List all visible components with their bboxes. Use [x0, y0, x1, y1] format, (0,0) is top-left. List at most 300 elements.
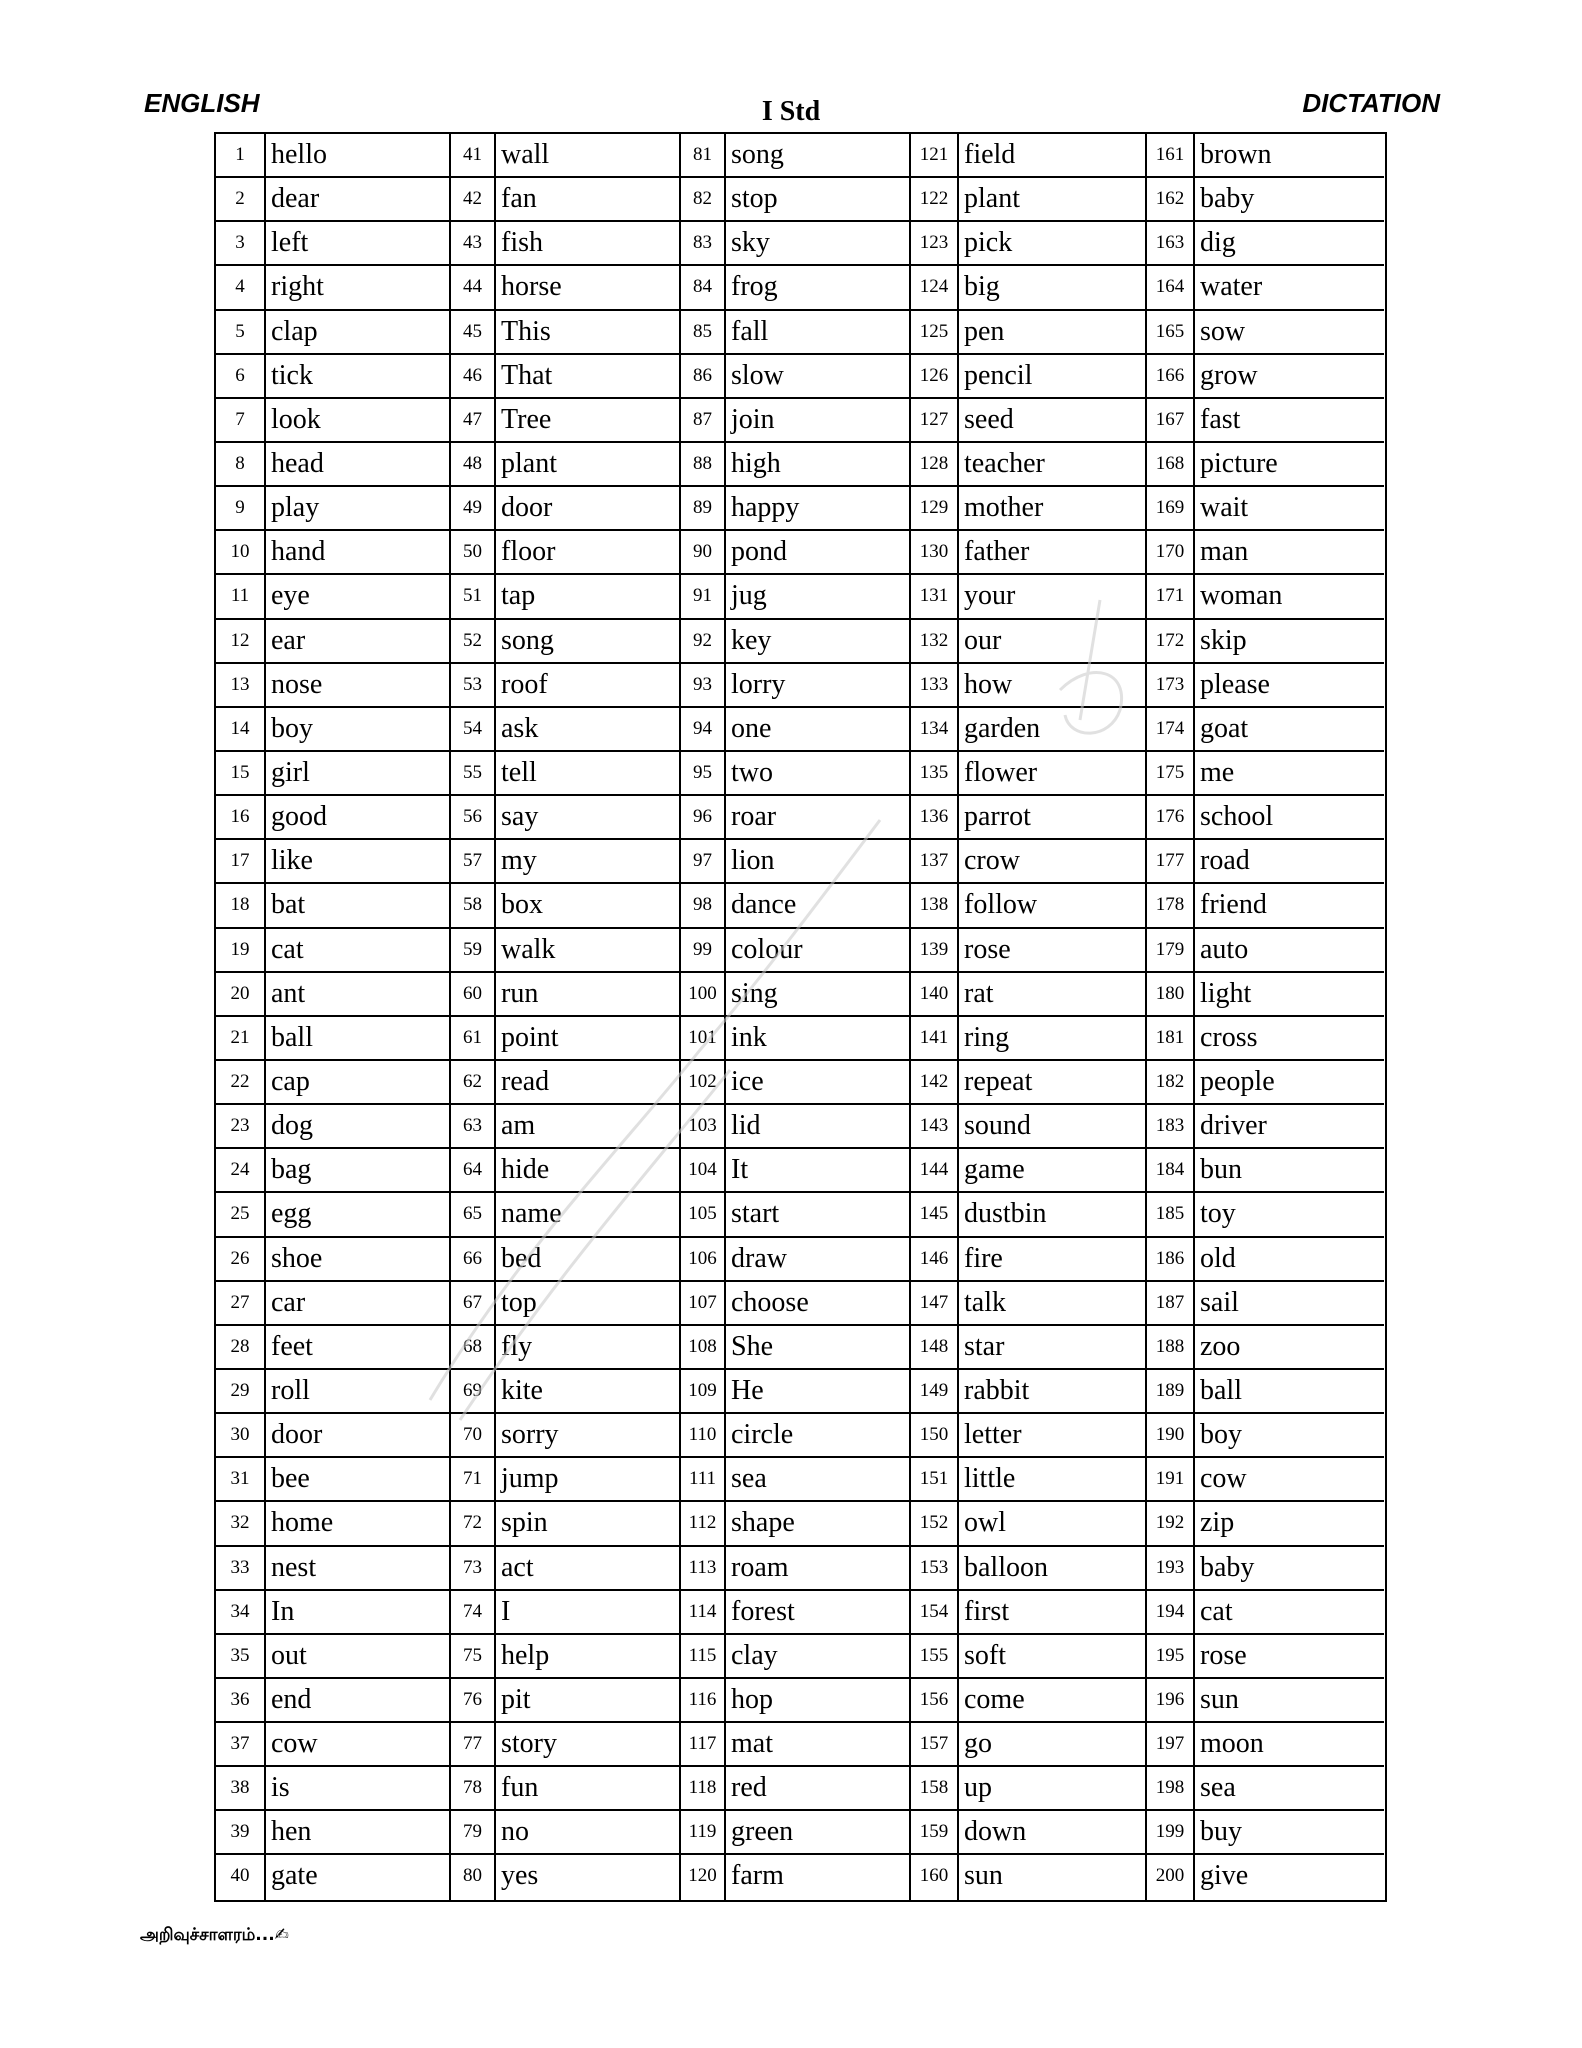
word-cell: walk: [496, 929, 681, 973]
word-cell: plant: [496, 443, 681, 487]
word-number: 134: [911, 708, 959, 752]
word-number: 108: [681, 1326, 726, 1370]
word-cell: is: [266, 1767, 451, 1811]
word-cell: box: [496, 884, 681, 928]
word-number: 152: [911, 1502, 959, 1546]
word-cell: fan: [496, 178, 681, 222]
word-cell: cow: [266, 1723, 451, 1767]
word-number: 58: [451, 884, 496, 928]
word-cell: people: [1195, 1061, 1384, 1105]
word-number: 161: [1147, 134, 1195, 178]
word-cell: name: [496, 1193, 681, 1237]
word-number: 145: [911, 1193, 959, 1237]
word-cell: It: [726, 1149, 911, 1193]
word-number: 147: [911, 1282, 959, 1326]
word-number: 61: [451, 1017, 496, 1061]
word-cell: song: [496, 620, 681, 664]
word-cell: rose: [1195, 1635, 1384, 1679]
word-number: 93: [681, 664, 726, 708]
word-cell: pencil: [959, 355, 1147, 399]
word-number: 55: [451, 752, 496, 796]
word-cell: flower: [959, 752, 1147, 796]
word-cell: shoe: [266, 1238, 451, 1282]
word-number: 27: [216, 1282, 266, 1326]
word-cell: act: [496, 1547, 681, 1591]
word-cell: say: [496, 796, 681, 840]
word-cell: sound: [959, 1105, 1147, 1149]
word-cell: egg: [266, 1193, 451, 1237]
word-number: 172: [1147, 620, 1195, 664]
word-number: 106: [681, 1238, 726, 1282]
word-number: 36: [216, 1679, 266, 1723]
word-cell: cat: [266, 929, 451, 973]
word-number: 30: [216, 1414, 266, 1458]
word-cell: repeat: [959, 1061, 1147, 1105]
word-number: 31: [216, 1458, 266, 1502]
word-number: 87: [681, 399, 726, 443]
word-number: 39: [216, 1811, 266, 1855]
word-cell: game: [959, 1149, 1147, 1193]
word-number: 18: [216, 884, 266, 928]
word-number: 11: [216, 575, 266, 619]
word-cell: mat: [726, 1723, 911, 1767]
word-number: 164: [1147, 266, 1195, 310]
word-number: 102: [681, 1061, 726, 1105]
word-number: 56: [451, 796, 496, 840]
word-number: 49: [451, 487, 496, 531]
word-number: 129: [911, 487, 959, 531]
word-cell: ant: [266, 973, 451, 1017]
word-number: 136: [911, 796, 959, 840]
word-number: 59: [451, 929, 496, 973]
class-label: I Std: [761, 96, 821, 127]
word-number: 135: [911, 752, 959, 796]
word-number: 176: [1147, 796, 1195, 840]
word-cell: nose: [266, 664, 451, 708]
word-cell: talk: [959, 1282, 1147, 1326]
word-cell: garden: [959, 708, 1147, 752]
word-cell: ear: [266, 620, 451, 664]
word-number: 116: [681, 1679, 726, 1723]
word-number: 107: [681, 1282, 726, 1326]
word-cell: feet: [266, 1326, 451, 1370]
word-cell: light: [1195, 973, 1384, 1017]
word-number: 57: [451, 840, 496, 884]
word-cell: sky: [726, 222, 911, 266]
word-cell: seed: [959, 399, 1147, 443]
word-number: 35: [216, 1635, 266, 1679]
word-cell: roar: [726, 796, 911, 840]
word-cell: pen: [959, 311, 1147, 355]
word-number: 90: [681, 531, 726, 575]
word-cell: soft: [959, 1635, 1147, 1679]
word-number: 1: [216, 134, 266, 178]
word-cell: ice: [726, 1061, 911, 1105]
word-number: 60: [451, 973, 496, 1017]
word-number: 4: [216, 266, 266, 310]
word-cell: balloon: [959, 1547, 1147, 1591]
word-cell: hen: [266, 1811, 451, 1855]
word-number: 67: [451, 1282, 496, 1326]
word-cell: old: [1195, 1238, 1384, 1282]
word-number: 45: [451, 311, 496, 355]
word-cell: roof: [496, 664, 681, 708]
word-number: 200: [1147, 1855, 1195, 1899]
word-number: 156: [911, 1679, 959, 1723]
word-number: 151: [911, 1458, 959, 1502]
word-cell: one: [726, 708, 911, 752]
word-cell: clay: [726, 1635, 911, 1679]
word-cell: your: [959, 575, 1147, 619]
word-number: 165: [1147, 311, 1195, 355]
word-number: 54: [451, 708, 496, 752]
word-number: 25: [216, 1193, 266, 1237]
word-cell: song: [726, 134, 911, 178]
word-number: 158: [911, 1767, 959, 1811]
word-number: 126: [911, 355, 959, 399]
word-cell: up: [959, 1767, 1147, 1811]
word-number: 186: [1147, 1238, 1195, 1282]
word-cell: horse: [496, 266, 681, 310]
word-cell: join: [726, 399, 911, 443]
word-number: 95: [681, 752, 726, 796]
word-cell: jump: [496, 1458, 681, 1502]
word-number: 163: [1147, 222, 1195, 266]
word-number: 38: [216, 1767, 266, 1811]
word-cell: our: [959, 620, 1147, 664]
word-cell: dance: [726, 884, 911, 928]
word-cell: wait: [1195, 487, 1384, 531]
word-number: 7: [216, 399, 266, 443]
word-number: 84: [681, 266, 726, 310]
word-cell: baby: [1195, 178, 1384, 222]
word-cell: read: [496, 1061, 681, 1105]
word-cell: grow: [1195, 355, 1384, 399]
word-number: 73: [451, 1547, 496, 1591]
dictation-label: DICTATION: [1302, 88, 1440, 118]
word-number: 170: [1147, 531, 1195, 575]
word-cell: hello: [266, 134, 451, 178]
word-cell: brown: [1195, 134, 1384, 178]
word-number: 105: [681, 1193, 726, 1237]
word-number: 81: [681, 134, 726, 178]
word-number: 103: [681, 1105, 726, 1149]
word-number: 68: [451, 1326, 496, 1370]
word-number: 142: [911, 1061, 959, 1105]
word-number: 192: [1147, 1502, 1195, 1546]
word-number: 52: [451, 620, 496, 664]
word-number: 13: [216, 664, 266, 708]
word-number: 14: [216, 708, 266, 752]
word-cell: woman: [1195, 575, 1384, 619]
word-cell: help: [496, 1635, 681, 1679]
word-number: 100: [681, 973, 726, 1017]
word-cell: spin: [496, 1502, 681, 1546]
word-number: 80: [451, 1855, 496, 1899]
word-cell: man: [1195, 531, 1384, 575]
word-number: 110: [681, 1414, 726, 1458]
word-number: 6: [216, 355, 266, 399]
word-cell: go: [959, 1723, 1147, 1767]
word-cell: two: [726, 752, 911, 796]
word-cell: sun: [959, 1855, 1147, 1899]
word-cell: ring: [959, 1017, 1147, 1061]
word-number: 112: [681, 1502, 726, 1546]
word-number: 154: [911, 1591, 959, 1635]
word-number: 189: [1147, 1370, 1195, 1414]
word-number: 167: [1147, 399, 1195, 443]
word-number: 173: [1147, 664, 1195, 708]
word-number: 196: [1147, 1679, 1195, 1723]
word-cell: slow: [726, 355, 911, 399]
word-number: 71: [451, 1458, 496, 1502]
word-number: 113: [681, 1547, 726, 1591]
word-number: 22: [216, 1061, 266, 1105]
word-cell: rat: [959, 973, 1147, 1017]
word-number: 83: [681, 222, 726, 266]
word-cell: door: [266, 1414, 451, 1458]
word-number: 140: [911, 973, 959, 1017]
word-number: 28: [216, 1326, 266, 1370]
word-cell: am: [496, 1105, 681, 1149]
word-number: 144: [911, 1149, 959, 1193]
word-number: 10: [216, 531, 266, 575]
word-number: 62: [451, 1061, 496, 1105]
word-cell: out: [266, 1635, 451, 1679]
word-cell: look: [266, 399, 451, 443]
word-cell: kite: [496, 1370, 681, 1414]
word-cell: point: [496, 1017, 681, 1061]
word-cell: home: [266, 1502, 451, 1546]
word-cell: cat: [1195, 1591, 1384, 1635]
word-cell: colour: [726, 929, 911, 973]
word-cell: sow: [1195, 311, 1384, 355]
word-cell: come: [959, 1679, 1147, 1723]
footer-brand: அறிவுச்சாளரம்...✍: [140, 1925, 289, 1945]
word-cell: forest: [726, 1591, 911, 1635]
word-number: 181: [1147, 1017, 1195, 1061]
word-number: 91: [681, 575, 726, 619]
word-cell: ask: [496, 708, 681, 752]
word-number: 185: [1147, 1193, 1195, 1237]
word-cell: shape: [726, 1502, 911, 1546]
word-cell: frog: [726, 266, 911, 310]
word-number: 74: [451, 1591, 496, 1635]
word-cell: big: [959, 266, 1147, 310]
word-cell: bag: [266, 1149, 451, 1193]
word-number: 69: [451, 1370, 496, 1414]
word-number: 8: [216, 443, 266, 487]
word-cell: baby: [1195, 1547, 1384, 1591]
word-cell: left: [266, 222, 451, 266]
word-cell: roam: [726, 1547, 911, 1591]
word-number: 124: [911, 266, 959, 310]
word-number: 42: [451, 178, 496, 222]
word-cell: car: [266, 1282, 451, 1326]
word-number: 33: [216, 1547, 266, 1591]
word-cell: fall: [726, 311, 911, 355]
word-number: 139: [911, 929, 959, 973]
word-cell: gate: [266, 1855, 451, 1899]
word-number: 168: [1147, 443, 1195, 487]
word-number: 141: [911, 1017, 959, 1061]
word-number: 78: [451, 1767, 496, 1811]
word-cell: dear: [266, 178, 451, 222]
word-cell: sail: [1195, 1282, 1384, 1326]
word-cell: floor: [496, 531, 681, 575]
word-cell: In: [266, 1591, 451, 1635]
word-cell: no: [496, 1811, 681, 1855]
word-number: 97: [681, 840, 726, 884]
word-number: 26: [216, 1238, 266, 1282]
word-cell: sea: [726, 1458, 911, 1502]
word-cell: jug: [726, 575, 911, 619]
word-cell: roll: [266, 1370, 451, 1414]
word-number: 46: [451, 355, 496, 399]
word-cell: first: [959, 1591, 1147, 1635]
word-cell: tap: [496, 575, 681, 619]
word-cell: yes: [496, 1855, 681, 1899]
word-number: 50: [451, 531, 496, 575]
word-cell: boy: [1195, 1414, 1384, 1458]
word-cell: key: [726, 620, 911, 664]
word-cell: door: [496, 487, 681, 531]
word-number: 178: [1147, 884, 1195, 928]
word-number: 29: [216, 1370, 266, 1414]
word-cell: bee: [266, 1458, 451, 1502]
word-number: 44: [451, 266, 496, 310]
word-cell: nest: [266, 1547, 451, 1591]
word-cell: bun: [1195, 1149, 1384, 1193]
word-cell: how: [959, 664, 1147, 708]
word-cell: teacher: [959, 443, 1147, 487]
word-number: 40: [216, 1855, 266, 1899]
word-number: 169: [1147, 487, 1195, 531]
word-number: 23: [216, 1105, 266, 1149]
word-cell: rabbit: [959, 1370, 1147, 1414]
word-cell: my: [496, 840, 681, 884]
word-cell: plant: [959, 178, 1147, 222]
word-cell: draw: [726, 1238, 911, 1282]
word-number: 118: [681, 1767, 726, 1811]
word-cell: tick: [266, 355, 451, 399]
word-cell: pit: [496, 1679, 681, 1723]
word-number: 155: [911, 1635, 959, 1679]
word-number: 12: [216, 620, 266, 664]
word-cell: driver: [1195, 1105, 1384, 1149]
word-cell: play: [266, 487, 451, 531]
word-cell: zoo: [1195, 1326, 1384, 1370]
word-number: 197: [1147, 1723, 1195, 1767]
word-cell: She: [726, 1326, 911, 1370]
word-cell: friend: [1195, 884, 1384, 928]
word-number: 175: [1147, 752, 1195, 796]
word-number: 19: [216, 929, 266, 973]
word-number: 104: [681, 1149, 726, 1193]
word-number: 34: [216, 1591, 266, 1635]
word-number: 115: [681, 1635, 726, 1679]
word-cell: little: [959, 1458, 1147, 1502]
word-number: 179: [1147, 929, 1195, 973]
word-number: 5: [216, 311, 266, 355]
subject-label: ENGLISH: [144, 88, 260, 118]
word-number: 76: [451, 1679, 496, 1723]
word-number: 128: [911, 443, 959, 487]
word-number: 182: [1147, 1061, 1195, 1105]
word-cell: fun: [496, 1767, 681, 1811]
word-number: 122: [911, 178, 959, 222]
word-number: 174: [1147, 708, 1195, 752]
word-number: 171: [1147, 575, 1195, 619]
word-cell: give: [1200, 1860, 1249, 1892]
word-number: 180: [1147, 973, 1195, 1017]
word-number: 111: [681, 1458, 726, 1502]
word-cell: parrot: [959, 796, 1147, 840]
word-cell: field: [959, 134, 1147, 178]
word-number: 123: [911, 222, 959, 266]
word-cell: He: [726, 1370, 911, 1414]
word-cell: bed: [496, 1238, 681, 1282]
word-cell: like: [266, 840, 451, 884]
word-number: 160: [911, 1855, 959, 1899]
word-cell: fly: [496, 1326, 681, 1370]
word-cell: stop: [726, 178, 911, 222]
word-cell: boy: [266, 708, 451, 752]
word-cell: clap: [266, 311, 451, 355]
word-number: 109: [681, 1370, 726, 1414]
word-number: 65: [451, 1193, 496, 1237]
word-number: 125: [911, 311, 959, 355]
word-cell: fire: [959, 1238, 1147, 1282]
word-cell: ball: [1195, 1370, 1384, 1414]
word-cell: zip: [1195, 1502, 1384, 1546]
word-number: 194: [1147, 1591, 1195, 1635]
word-number: 92: [681, 620, 726, 664]
word-number: 53: [451, 664, 496, 708]
word-number: 75: [451, 1635, 496, 1679]
word-number: 98: [681, 884, 726, 928]
word-cell: rose: [959, 929, 1147, 973]
word-cell: sea: [1195, 1767, 1384, 1811]
word-number: 198: [1147, 1767, 1195, 1811]
word-number: 41: [451, 134, 496, 178]
word-number: 72: [451, 1502, 496, 1546]
word-cell: pond: [726, 531, 911, 575]
word-cell: run: [496, 973, 681, 1017]
word-number: 20: [216, 973, 266, 1017]
word-cell: ink: [726, 1017, 911, 1061]
word-number: 77: [451, 1723, 496, 1767]
word-number: 143: [911, 1105, 959, 1149]
word-number: 137: [911, 840, 959, 884]
word-cell: auto: [1195, 929, 1384, 973]
word-number: 146: [911, 1238, 959, 1282]
word-number: 187: [1147, 1282, 1195, 1326]
word-cell: down: [959, 1811, 1147, 1855]
word-number: 3: [216, 222, 266, 266]
word-number: 157: [911, 1723, 959, 1767]
word-number: 17: [216, 840, 266, 884]
word-number: 70: [451, 1414, 496, 1458]
word-number: 133: [911, 664, 959, 708]
word-cell: mother: [959, 487, 1147, 531]
word-cell: skip: [1195, 620, 1384, 664]
word-number: 32: [216, 1502, 266, 1546]
word-number: 79: [451, 1811, 496, 1855]
word-cell: high: [726, 443, 911, 487]
word-cell: ball: [266, 1017, 451, 1061]
word-cell: I: [496, 1591, 681, 1635]
